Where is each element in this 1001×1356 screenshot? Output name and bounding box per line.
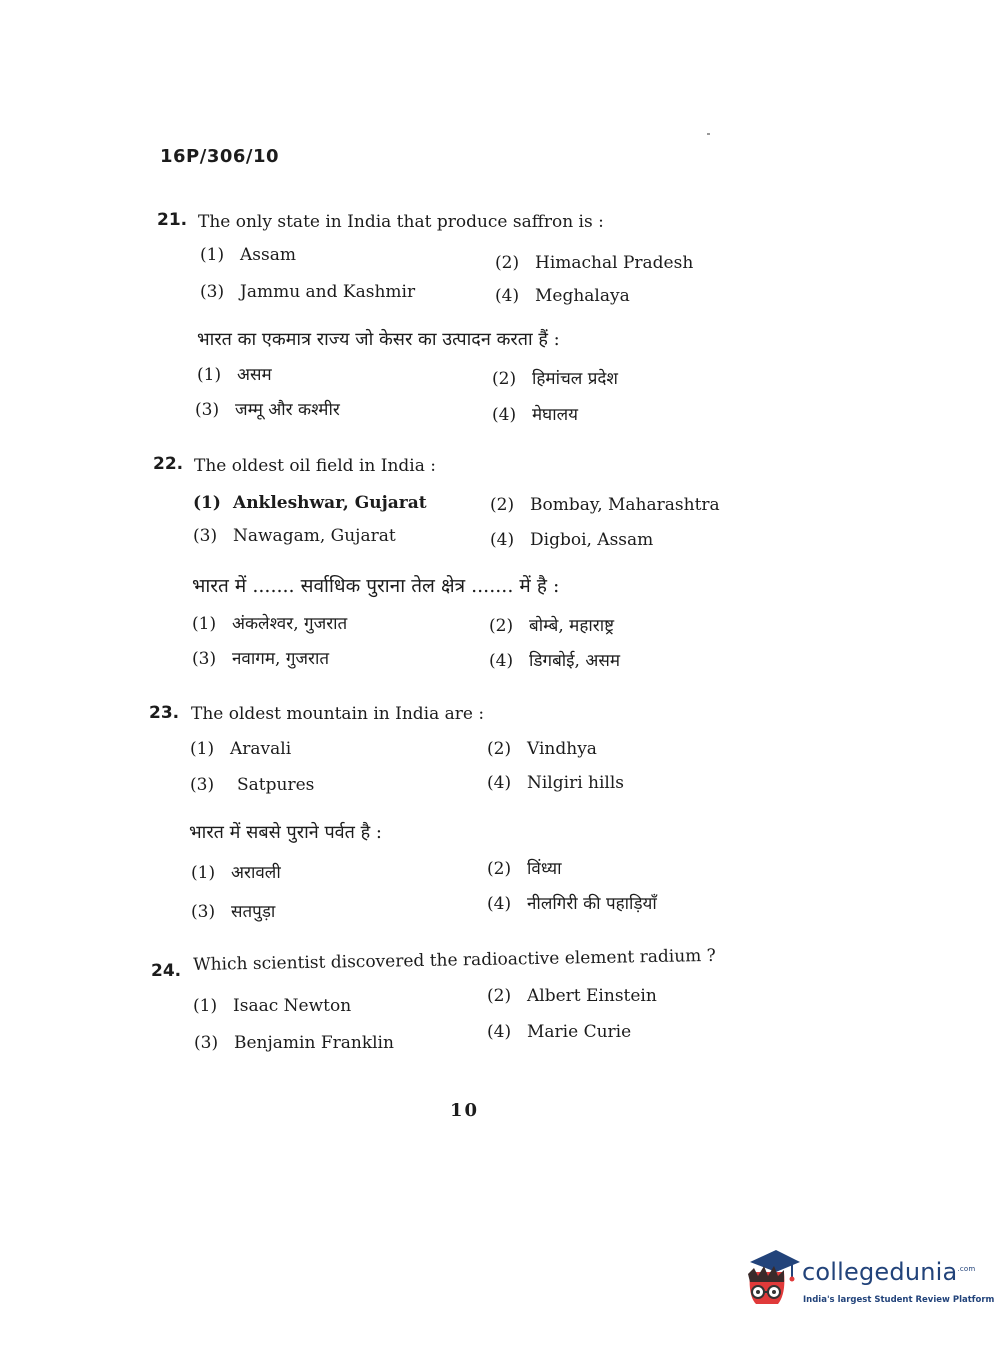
logo-tagline: India's largest Student Review Platform bbox=[803, 1295, 995, 1305]
option: (3) Nawagam, Gujarat bbox=[193, 526, 396, 546]
question-text: The only state in India that produce saffron is : bbox=[198, 212, 604, 232]
option-hindi: (2) विंध्या bbox=[487, 859, 562, 879]
option: (3) Satpures bbox=[190, 775, 315, 795]
question-text-hindi: भारत का एकमात्र राज्य जो केसर का उत्पादन करता हैं : bbox=[197, 329, 560, 350]
option: (4) Meghalaya bbox=[495, 286, 630, 306]
option-hindi: (1) अंकलेश्वर, गुजरात bbox=[192, 614, 348, 634]
option: (2) Vindhya bbox=[487, 739, 597, 759]
question-text: The oldest mountain in India are : bbox=[191, 704, 485, 724]
collegedunia-logo bbox=[742, 1248, 995, 1318]
page-number: 10 bbox=[450, 1100, 480, 1121]
option-hindi: (4) मेघालय bbox=[492, 405, 579, 425]
option: (4) Nilgiri hills bbox=[487, 773, 625, 793]
option: (2) Himachal Pradesh bbox=[495, 253, 694, 273]
option-hindi: (4) नीलगिरी की पहाड़ियाँ bbox=[487, 894, 657, 914]
question-text: Which scientist discovered the radioactive element radium ? bbox=[193, 945, 717, 975]
option: (4) Digboi, Assam bbox=[490, 530, 654, 550]
option: (2) Bombay, Maharashtra bbox=[490, 495, 720, 515]
option-hindi: (3) जम्मू और कश्मीर bbox=[195, 400, 340, 420]
option: (4) Marie Curie bbox=[487, 1022, 632, 1042]
question-number: 22. bbox=[153, 454, 184, 474]
option-hindi: (4) डिगबोई, असम bbox=[489, 651, 620, 671]
question-text-hindi: भारत में ....... सर्वाधिक पुराना तेल क्षेत्र ....... में है : bbox=[192, 575, 560, 597]
option: (1) Aravali bbox=[190, 739, 292, 759]
question-number: 21. bbox=[157, 210, 188, 230]
option-hindi: (3) नवागम, गुजरात bbox=[192, 649, 330, 669]
option: (1) Ankleshwar, Gujarat bbox=[193, 493, 427, 513]
question-text-hindi: भारत में सबसे पुराने पर्वत है : bbox=[189, 822, 382, 843]
option: (2) Albert Einstein bbox=[487, 986, 657, 1006]
option-hindi: (1) असम bbox=[197, 365, 272, 385]
question-number: 24. bbox=[151, 961, 182, 981]
paper-code: 16P/306/10 bbox=[160, 146, 280, 167]
option: (1) Isaac Newton bbox=[193, 996, 352, 1016]
logo-wordmark: collegedunia$^{.com}$ bbox=[802, 1258, 976, 1286]
option: (3) Benjamin Franklin bbox=[194, 1033, 394, 1053]
option-hindi: (1) अरावली bbox=[191, 863, 281, 883]
option-hindi: (2) हिमांचल प्रदेश bbox=[492, 369, 618, 389]
option-hindi: (3) सतपुड़ा bbox=[191, 902, 276, 922]
option-hindi: (2) बोम्बे, महाराष्ट्र bbox=[489, 616, 615, 636]
scan-speck bbox=[707, 133, 710, 135]
option: (3) Jammu and Kashmir bbox=[200, 282, 416, 302]
option: (1) Assam bbox=[200, 245, 296, 265]
question-number: 23. bbox=[149, 703, 180, 723]
question-text: The oldest oil field in India : bbox=[194, 456, 437, 476]
student-mascot-icon bbox=[742, 1248, 802, 1314]
